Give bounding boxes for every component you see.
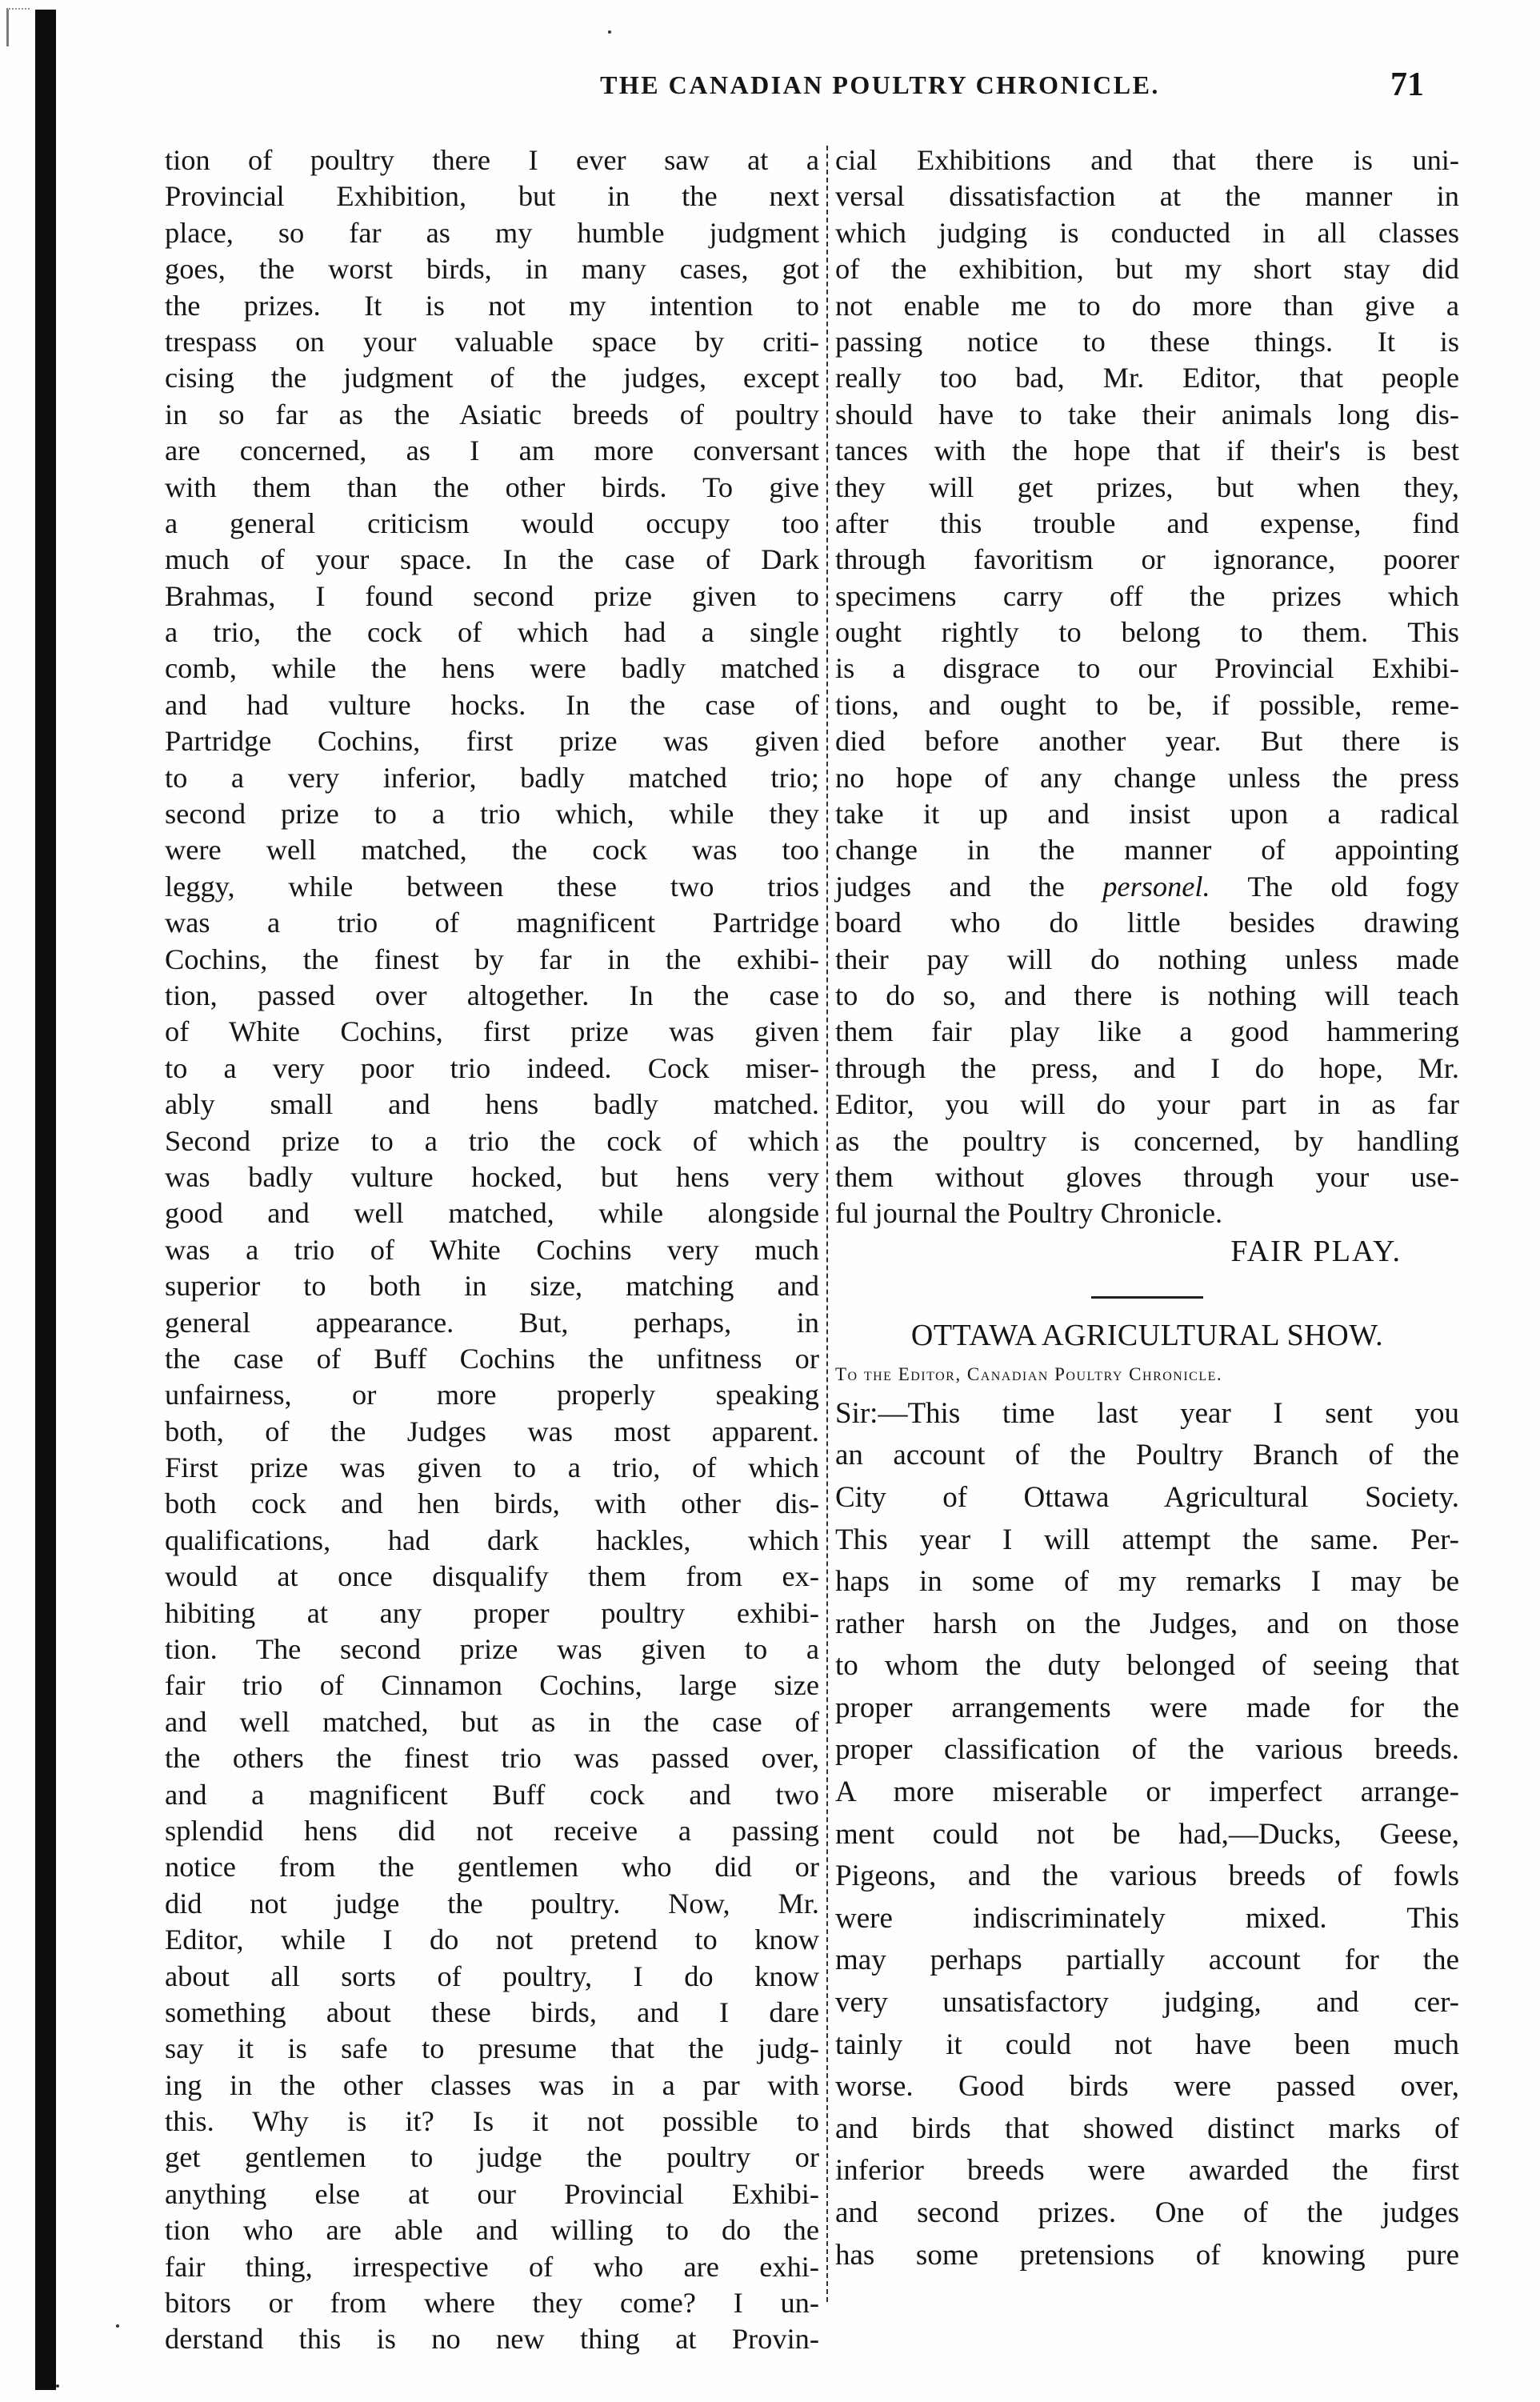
- text-line: Second prize to a trio the cock of which: [165, 1124, 819, 1157]
- text-line: them without gloves through your use-: [835, 1160, 1459, 1193]
- right-column: [835, 142, 1459, 2276]
- text-line: unfairness, or more properly speaking: [165, 1379, 819, 1411]
- text-line: about all sorts of poultry, I do know: [165, 1960, 819, 1992]
- text-line: and well matched, but as in the case of: [165, 1705, 819, 1738]
- text-line: take it up and insist upon a radical: [835, 798, 1459, 831]
- page-header: [496, 66, 1424, 118]
- text-line: trespass on your valuable space by criti-: [165, 325, 819, 358]
- text-line: second prize to a trio which, while they: [165, 798, 819, 831]
- text-line: has some pretensions of knowing pure: [835, 2238, 1459, 2272]
- salutation-line: To the Editor, Canadian Poultry Chronicle.: [835, 1363, 1223, 1384]
- text-line: something about these birds, and I dare: [165, 1996, 819, 2028]
- text-line: of the exhibition, but my short stay did: [835, 253, 1459, 286]
- journal-title: THE CANADIAN POULTRY CHRONICLE.: [600, 70, 1160, 99]
- text-line: died before another year. But there is: [835, 725, 1459, 758]
- section-rule: [1091, 1296, 1203, 1299]
- text-line: A more miserable or imperfect arrange-: [835, 1775, 1459, 1809]
- text-line: tion who are able and willing to do the: [165, 2214, 819, 2247]
- text-line: inferior breeds were awarded the first: [835, 2154, 1459, 2188]
- text-line: general appearance. But, perhaps, in: [165, 1306, 819, 1339]
- text-line: qualifications, had dark hackles, which: [165, 1523, 819, 1556]
- text-line: change in the manner of appointing: [835, 834, 1459, 867]
- text-line: with them than the other birds. To give: [165, 470, 819, 503]
- text-line: splendid hens did not receive a passing: [165, 1814, 819, 1847]
- text-line: through favoritism or ignorance, poorer: [835, 543, 1459, 576]
- text-line: versal dissatisfaction at the manner in: [835, 180, 1459, 213]
- text-line: leggy, while between these two trios: [165, 870, 819, 903]
- text-line: very unsatisfactory judging, and cer-: [835, 1986, 1459, 2020]
- text-line: was a trio of magnificent Partridge: [165, 907, 819, 939]
- text-line: did not judge the poultry. Now, Mr.: [165, 1887, 819, 1920]
- column-divider: [826, 146, 828, 2302]
- text-line: This year I will attempt the same. Per-: [835, 1523, 1459, 1556]
- text-line: [835, 869, 1459, 905]
- text-line: tances with the hope that if their's is best: [835, 434, 1459, 467]
- text-line: to a very inferior, badly matched trio;: [165, 761, 819, 794]
- text-line: the prizes. It is not my intention to: [165, 289, 819, 322]
- text-line: no hope of any change unless the press: [835, 761, 1459, 794]
- text-line: derstand this is no new thing at Provin-: [165, 2323, 819, 2356]
- text-line: were indiscriminately mixed. This: [835, 1901, 1459, 1935]
- text-line: should have to take their animals long dis-: [835, 398, 1459, 430]
- text-line: goes, the worst birds, in many cases, got: [165, 253, 819, 286]
- text-line: would at once disqualify them from ex-: [165, 1560, 819, 1593]
- text-line: of White Cochins, first prize was given: [165, 1015, 819, 1048]
- text-line: which judging is conducted in all classes: [835, 216, 1459, 249]
- text-line: and second prizes. One of the judges: [835, 2196, 1459, 2229]
- scan-speck: [56, 2384, 59, 2388]
- text-line: rather harsh on the Judges, and on those: [835, 1607, 1459, 1640]
- text-line: place, so far as my humble judgment: [165, 216, 819, 249]
- text-line: both cock and hen birds, with other dis-: [165, 1487, 819, 1520]
- text-line: was badly vulture hocked, but hens very: [165, 1160, 819, 1193]
- text-line: through the press, and I do hope, Mr.: [835, 1051, 1459, 1084]
- text-line: are concerned, as I am more conversant: [165, 434, 819, 467]
- text-line: Provincial Exhibition, but in the next: [165, 180, 819, 213]
- text-line: this. Why is it? Is it not possible to: [165, 2105, 819, 2138]
- text-line: and a magnificent Buff cock and two: [165, 1778, 819, 1811]
- article-body: [835, 1393, 1459, 2276]
- text-line: their pay will do nothing unless made: [835, 943, 1459, 975]
- text-line: and had vulture hocks. In the case of: [165, 688, 819, 721]
- text-line: to whom the duty belonged of seeing that: [835, 1649, 1459, 1683]
- text-line: board who do little besides drawing: [835, 907, 1459, 939]
- text-line: were well matched, the cock was too: [165, 834, 819, 867]
- text-line: Partridge Cochins, first prize was given: [165, 725, 819, 758]
- text-line: hibiting at any proper poultry exhibi-: [165, 1596, 819, 1629]
- text-line: as the poultry is concerned, by handling: [835, 1124, 1459, 1157]
- scan-corner-mark: [6, 8, 30, 46]
- page-binding-edge: [35, 10, 56, 2390]
- text-line: both, of the Judges was most apparent.: [165, 1415, 819, 1447]
- text-line: after this trouble and expense, find: [835, 506, 1459, 539]
- text-line: good and well matched, while alongside: [165, 1197, 819, 1230]
- text-line: tion, passed over altogether. In the case: [165, 979, 819, 1011]
- text-line: anything else at our Provincial Exhibi-: [165, 2177, 819, 2210]
- text-line: City of Ottawa Agricultural Society.: [835, 1480, 1459, 1514]
- text-line: tainly it could not have been much: [835, 2028, 1459, 2061]
- text-line: an account of the Poultry Branch of the: [835, 1439, 1459, 1472]
- text-line: ment could not be had,—Ducks, Geese,: [835, 1817, 1459, 1851]
- text-line: and birds that showed distinct marks of: [835, 2112, 1459, 2145]
- text-line-suffix: The old fogy: [1247, 870, 1459, 903]
- text-line: tions, and ought to be, if possible, reme-: [835, 688, 1459, 721]
- scan-speck: [608, 30, 611, 34]
- text-line: was a trio of White Cochins very much: [165, 1233, 819, 1266]
- text-line: to a very poor trio indeed. Cock miser-: [165, 1051, 819, 1084]
- text-line: ing in the other classes was in a par with: [165, 2068, 819, 2101]
- text-line: say it is safe to presume that the judg-: [165, 2032, 819, 2065]
- text-line: Editor, you will do your part in as far: [835, 1088, 1459, 1121]
- italic-word: personel.: [1102, 870, 1210, 903]
- text-line: Sir:—This time last year I sent you: [835, 1396, 1459, 1430]
- text-line: First prize was given to a trio, of which: [165, 1451, 819, 1484]
- text-line: really too bad, Mr. Editor, that people: [835, 362, 1459, 394]
- text-line: cising the judgment of the judges, except: [165, 362, 819, 394]
- letter-continuation: [835, 142, 1459, 869]
- text-line: passing notice to these things. It is: [835, 325, 1459, 358]
- text-line: to do so, and there is nothing will teach: [835, 979, 1459, 1011]
- text-line: superior to both in size, matching and: [165, 1270, 819, 1303]
- text-line: Editor, while I do not pretend to know: [165, 1924, 819, 1956]
- text-line: fair trio of Cinnamon Cochins, large size: [165, 1669, 819, 1702]
- text-line: specimens carry off the prizes which: [835, 579, 1459, 612]
- text-line: haps in some of my remarks I may be: [835, 1565, 1459, 1599]
- text-line: Brahmas, I found second prize given to: [165, 579, 819, 612]
- text-line: tion. The second prize was given to a: [165, 1633, 819, 1666]
- text-line: ably small and hens badly matched.: [165, 1088, 819, 1121]
- text-line-prefix: judges and the: [835, 870, 1065, 903]
- text-line: they will get prizes, but when they,: [835, 470, 1459, 503]
- page-number: 71: [1390, 66, 1424, 103]
- left-column: [165, 142, 819, 2358]
- text-line: notice from the gentlemen who did or: [165, 1851, 819, 1884]
- text-line: them fair play like a good hammering: [835, 1015, 1459, 1048]
- text-line: comb, while the hens were badly matched: [165, 652, 819, 685]
- text-line: a trio, the cock of which had a single: [165, 616, 819, 649]
- text-line: the case of Buff Cochins the unfitness or: [165, 1342, 819, 1375]
- text-line: may perhaps partially account for the: [835, 1944, 1459, 1977]
- text-line: Pigeons, and the various breeds of fowls: [835, 1860, 1459, 1893]
- text-line: in so far as the Asiatic breeds of poultry: [165, 398, 819, 430]
- signature: FAIR PLAY.: [1230, 1234, 1402, 1268]
- text-line: get gentlemen to judge the poultry or: [165, 2141, 819, 2174]
- text-line: a general criticism would occupy too: [165, 506, 819, 539]
- text-line: ful journal the Poultry Chronicle.: [835, 1197, 1223, 1230]
- text-line: not enable me to do more than give a: [835, 289, 1459, 322]
- letter-continuation-end: [835, 905, 1459, 1232]
- text-line: proper classification of the various breeds.: [835, 1733, 1459, 1767]
- text-line: bitors or from where they come? I un-: [165, 2287, 819, 2320]
- text-line: proper arrangements were made for the: [835, 1691, 1459, 1724]
- article-heading: OTTAWA AGRICULTURAL SHOW.: [910, 1318, 1384, 1352]
- scan-speck: [116, 2324, 119, 2328]
- text-line: cial Exhibitions and that there is uni-: [835, 144, 1459, 176]
- text-line: is a disgrace to our Provincial Exhibi-: [835, 652, 1459, 685]
- text-line: much of your space. In the case of Dark: [165, 543, 819, 576]
- text-line: fair thing, irrespective of who are exhi-: [165, 2250, 819, 2283]
- text-line: ought rightly to belong to them. This: [835, 616, 1459, 649]
- text-line: the others the finest trio was passed over,: [165, 1742, 819, 1775]
- text-line: Cochins, the finest by far in the exhibi-: [165, 943, 819, 975]
- text-line: worse. Good birds were passed over,: [835, 2070, 1459, 2104]
- text-line: tion of poultry there I ever saw at a: [165, 144, 819, 176]
